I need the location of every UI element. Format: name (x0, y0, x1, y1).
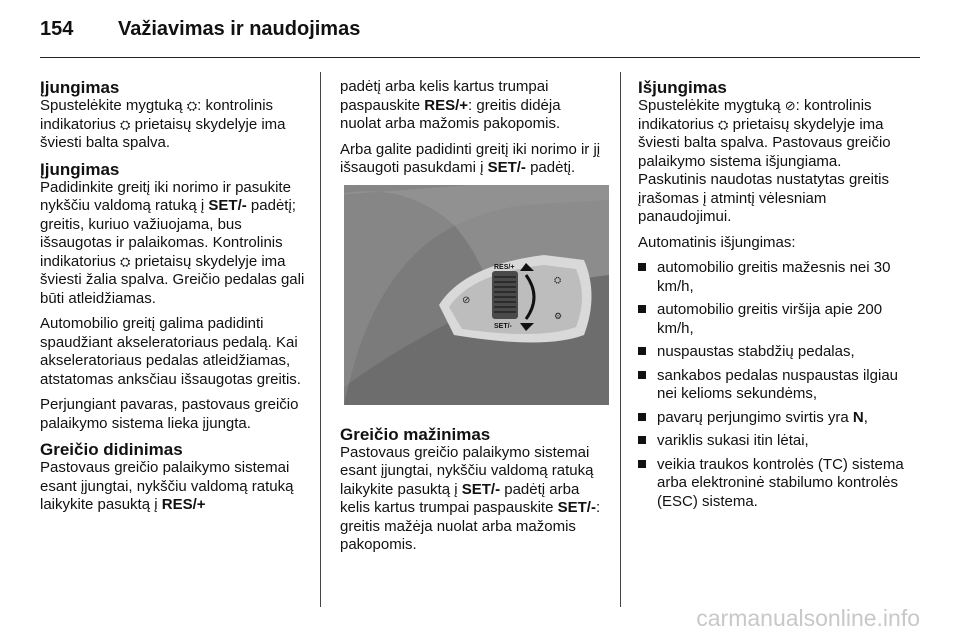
paragraph: Spustelėkite mygtuką ⊘: kontrolinis indikatorius ⛭ prietaisų skydelyje ima šviesti balta spalva. Pastovaus greičio palaikymo sistema išjungiama. Paskutinis naudotas nustatytas greitis įrašomas į atmintį vėlesniam panaudojimui. (638, 97, 891, 225)
cruise-icon: ⛭ (554, 274, 562, 285)
paragraph: Perjungiant pavaras, pastovaus greičio palaikymo sistema lieka įjungta. (40, 396, 299, 432)
cruise-control-icon: ⛭ (718, 116, 729, 132)
column-divider-1 (320, 72, 321, 607)
page-number: 154 (40, 18, 74, 40)
list-item: automobilio greitis viršija apie 200 km/h, (638, 301, 906, 338)
steering-wheel-illustration (344, 185, 609, 405)
list-item: nuspaustas stabdžių pedalas, (638, 343, 906, 362)
section-title-deactivation: Išjungimas (638, 78, 727, 97)
header-rule (40, 57, 920, 58)
auto-deactivation-list (638, 259, 906, 511)
section-title-speed-increase: Greičio didinimas (40, 440, 183, 459)
paragraph: Automobilio greitį galima padidinti spaudžiant akseleratoriaus pedalą. Kai akseleratoriaus pedalas atleidžiamas, atstatomas anksčiau išsaugotas greitis. (40, 315, 301, 388)
paragraph: Arba galite padidinti greitį iki norimo ir jį išsaugoti pasukdami į SET/- padėtį. (340, 140, 601, 176)
paragraph: Padidinkite greitį iki norimo ir pasukite nykščiu valdomą ratuką į SET/- padėtį; greitis, kuriuo važiuojama, bus išsaugotas ir palaikomas. Kontrolinis indikatorius ⛭ prietaisų skydelyje ima šviesti žalia spalva. Greičio pedalas gali būti atleidžiamas. (40, 178, 305, 307)
paragraph: Pastovaus greičio palaikymo sistemai esant įjungtai, nykščiu valdomą ratuką laikykite pasuktą į RES/+ (40, 459, 294, 513)
list-item: variklis sukasi itin lėtai, (638, 432, 906, 451)
auto-deactivation-label: Automatinis išjungimas: (638, 233, 796, 251)
cruise-control-icon: ⛭ (120, 116, 131, 132)
watermark: carmanualsonline.info (696, 605, 920, 631)
limiter-icon: ⚙ (554, 310, 563, 321)
section-title-activation: Įjungimas (40, 78, 120, 97)
page-header (40, 18, 360, 41)
column-2 (340, 78, 605, 562)
paragraph: padėtį arba kelis kartus trumpai paspauskite RES/+: greitis didėja nuolat arba mažomis pakopomis. (340, 78, 561, 132)
cruise-control-icon: ⛭ (120, 253, 131, 269)
list-item: sankabos pedalas nuspaustas ilgiau nei kelioms sekundėms, (638, 367, 906, 404)
cruise-control-icon: ⛭ (186, 98, 198, 113)
res-label: RES/+ (494, 263, 515, 271)
column-3 (638, 78, 906, 516)
page-title: Važiavimas ir naudojimas (118, 18, 361, 40)
cruise-off-icon: ⊘ (784, 98, 796, 113)
list-item: pavarų perjungimo svirtis yra N, (638, 409, 906, 428)
column-divider-2 (620, 72, 621, 607)
steering-wheel-image (344, 185, 609, 405)
column-1 (40, 78, 308, 522)
list-item: veikia traukos kontrolės (TC) sistema arba elektroninė stabilumo kontrolės (ESC) sistema. (638, 456, 906, 512)
cancel-icon: ⊘ (462, 294, 471, 306)
list-item: automobilio greitis mažesnis nei 30 km/h, (638, 259, 906, 296)
paragraph: Pastovaus greičio palaikymo sistemai esant įjungtai, nykščiu valdomą ratuką laikykite pasuktą į SET/- padėtį arba kelis kartus trumpai paspauskite SET/-: greitis mažėja nuolat arba mažomis pakopomis. (340, 443, 601, 553)
section-title-speed-decrease: Greičio mažinimas (340, 424, 491, 444)
section-title-activation-2: Įjungimas (40, 159, 120, 179)
paragraph: Spustelėkite mygtuką ⛭: kontrolinis indikatorius ⛭ prietaisų skydelyje ima šviesti balta spalva. (40, 97, 286, 151)
set-label: SET/- (494, 322, 512, 330)
